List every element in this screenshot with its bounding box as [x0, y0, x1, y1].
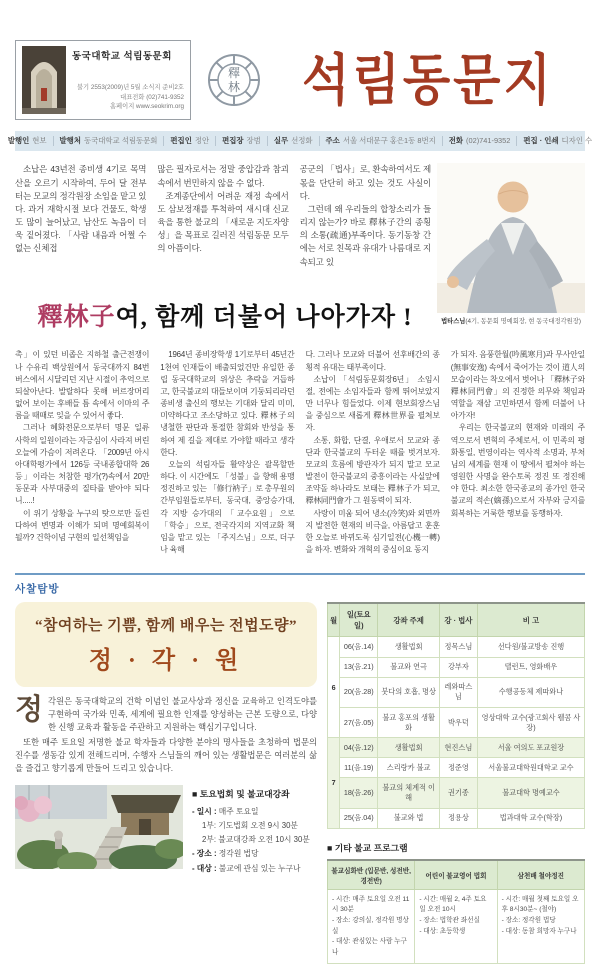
phone-line: 대표전화 (02)741-9352 [120, 93, 184, 101]
body-column-3 [306, 349, 440, 563]
masthead-item: 발행처 동국대학교 석림동문회 [53, 136, 164, 146]
headline-rest: 여, 함께 더불어 나아가자 ! [115, 304, 413, 332]
paragraph: 오늘의 석림자들 활약상은 괄목할만 하다. 이 시간에도 「성불」을 향해 용맹정진하고 있는 「修行衲子」로 총무원의 간부임원들로부터, 동국대, 중앙승가대, 각 지방 승가대의 「교수요원」으로 「학승」으로, 전국각지의 지역교화 책임을 맡고 있는 「주지스님」으로, 더구나 육해 [160, 459, 295, 555]
paragraph: 다. 그러나 모교와 더불어 선후배간의 종횡적 유대는 태부족이다. [305, 350, 440, 372]
column-header: 강 · 법사 [439, 603, 477, 637]
article-body [15, 349, 585, 563]
saturday-program-title: ■ 토요법회 및 불교대강좌 [192, 788, 290, 799]
paragraph: 소납은 43년전 종비생 4기로 목멱산을 오르기 시작하여, 두어 달 전부터는 모교의 정각원장 소임을 맡고 있다. 과거 재학시절 보다 건물도, 학생도 많이 늘어났고, 남산도 녹음이 더욱 짙어졌다. 「사람 내음과 어쩔 수 없는 신체접 [15, 164, 147, 254]
other-programs-table [327, 859, 585, 964]
lead-column-2 [157, 163, 288, 287]
temple-quote-box [15, 602, 317, 687]
table-row: 25(음.04) 불교와 법 정용상 법과대학 교수(학장) [328, 808, 585, 828]
month-cell: 6 [328, 637, 340, 738]
lecture-schedule [327, 602, 585, 964]
column-header: 비 고 [477, 603, 584, 637]
monk-portrait-image [437, 163, 585, 313]
lecture-schedule-table [327, 602, 585, 829]
lead-article-columns [15, 163, 431, 287]
table-row: 11(음.19) 스리랑카 불교 정준영 서울불교대학원대학교 교수 [328, 758, 585, 778]
paragraph: 소납이 「석림동문회장6년」 소임시절, 전에는 소임자들과 함께 뛰어보았지만 너무나 힘들었다. 이제 현보회장스님을 중심으로 새롭게 釋林世界를 펼쳐보자. [305, 374, 440, 433]
dropcap: 정 [15, 694, 44, 727]
program-line: - 대상 : 불교에 관심 있는 누구나 [192, 863, 301, 873]
photo-caption: 법타스님(4기, 동문회 명예회장, 현 동국대정각원장) [441, 318, 581, 326]
masthead-item: 주소 서울 서대문구 홍은1동 8번지 [319, 136, 442, 146]
lead-column-1 [15, 163, 146, 287]
table-row: - 시간: 매주 토요일 오전 11시 30분 - 장소: 강의실, 정각원 명상실 - 대상: 관심있는 사람 누구나 - 시간: 매월 2, 4주 토요일 오전 10시 - 장소: 법학관 좌선실 - 대상: 초등학생 - 시간: 매월 첫째 토요일 오후 8시30분~ (철야) - 장소: 정각원 법당 - 대상: 동참 희망자 누구나 [328, 889, 585, 963]
paragraph: 많은 필자로서는 정말 중압감과 참괴 속에서 번민하지 않을 수 없다. [157, 164, 289, 188]
column-header: 어린이 불교영어 법회 [415, 860, 497, 890]
paragraph: 조계종단에서 어려운 재정 속에서도 삼보정재를 투척하여 새시대 신교육을 통한 불교의 「새로운 지도자양성」을 목표로 길러진 석림동문 모두의 아픔이다. [157, 190, 289, 254]
month-cell: 7 [328, 738, 340, 829]
program-line: - 장소 : 정각원 법당 [192, 849, 259, 859]
monk-photo [437, 163, 585, 325]
lead-column-3 [300, 163, 431, 287]
paragraph: 또한 매주 토요일 저명한 불교 학자들과 다양한 분야의 명사들을 초청하여 법문의 진수를 생동감 있게 전해드리며, 수행자 스님들의 깨어 있는 생활법문은 여러분의 삶을 즐겁고 향기롭게 만들어 드리고 있습니다. [15, 736, 317, 773]
paragraph: 우리는 한국불교의 현재와 미래의 주역으로서 변혁의 주체로서, 이 민족의 평화통일, 번영이라는 역사적 소명과, 부처님의 세계를 현재 이 땅에서 펼쳐야 하는 영원한 사명을 완수토록 정진 또 정진해야 한다. 최소한 한국종교의 종가인 한국불교의 적손(嫡孫)으로서 자부와 긍지를 회복하는 거룩한 행보를 동행하자. [450, 423, 585, 518]
masthead-item: 편집장 장범 [215, 136, 267, 146]
masthead-item: 전화 (02)741-9352 [442, 136, 517, 146]
section-label-temple-visit: 사찰탐방 [15, 583, 60, 596]
article-headline [15, 297, 435, 333]
masthead-item: 편집 · 인쇄 디자인 수 [516, 136, 598, 146]
table-row: 6 06(음.14) 생활법회 정목스님 선다원/불교방송 진행 [328, 637, 585, 657]
svg-text:林: 林 [227, 80, 241, 94]
org-name: 동국대학교 석림동문회 [72, 51, 172, 62]
saturday-program-box [192, 785, 317, 877]
paragraph: 가 되자. 음풍한월(吟風寒月)과 무사안일(無事安逸) 속에서 죽어가는 것이 道人의 모습이라는 착오에서 벗어나 「釋林子와 釋林同門會」의 진정한 의무와 책임과 역할을 재삼 고민하면서 함께 더불어 나아가자! [450, 350, 585, 421]
svg-text:釋: 釋 [227, 66, 241, 80]
paragraph: 소통, 화합, 단결, 우애로서 모교와 종단과 한국불교의 두터운 때를 벗겨보자. 모교의 흐름에 방관자가 되지 말고 모교 발전이 한국불교의 중흥이라는 사실앞에 조약돌 하나라도 보태는 釋林子가 되고, 釋林同門會가 그 원동력이 되자. [305, 435, 440, 506]
column-header: 일(토요일) [340, 603, 378, 637]
column-header: 강좌 주제 [378, 603, 439, 637]
table-row: 27(음.05) 불교 홍포의 생활화 박우덕 영상대학 교수(광고회사 웰콤 사장) [328, 707, 585, 737]
section-divider [15, 573, 585, 575]
paragraph: 그런데 왜 우리들의 합창소리가 들리지 않는가? 바로 釋林子간의 종횡의 소통(疏通)부족이다. 동기동창 간에는 서로 친목과 유대가 나름대로 지속되고 있 [299, 203, 431, 267]
table-row: 20(음.28) 붓다의 호흡, 명상 레와따스님 수행공동체 제따와나 [328, 677, 585, 707]
table-row: 18(음.26) 불교의 체계적 이해 권기종 불교대학 명예교수 [328, 778, 585, 808]
paragraph: 공군의 「법사」로, 환속하여서도 제몫을 단단히 하고 있는 것도 사실이다. [299, 164, 431, 201]
paragraph: 촉」이 있던 비좁은 지하철 출근전쟁이나 수유리 백상원에서 동국대까지 84번 버스에서 시달리던 지난 시절이 추억으로 되살아난다. 발랄하다 못해 버르장머리 없어 보이는 후배들 틈 속에서 이마의 주름을 때때로 잊을 수 있어서 좋다. [15, 350, 150, 421]
temple-quote: “참여하는 기쁨, 함께 배우는 전법도량” [34, 618, 298, 635]
column-header: 월 [328, 603, 340, 637]
tower-photo [22, 46, 66, 114]
masthead-item: 편집인 정안 [163, 136, 215, 146]
paragraph: 1964년 종비장학생 1기로부터 45년간 1천여 인재들이 배출되었건만 유일한 종립 동국대학교의 위상은 추락을 거듭하고, 한국불교의 대들보이며 기둥되리라던 종비생 출신의 행보는 기대와 달리 미미, 미약하다고 조소당하고 있다. 釋林子의 냉철한 판단과 통절한 참회와 반성을 통하여 제 길을 제대로 가야할 때라고 생각한다. [160, 350, 295, 457]
body-column-4 [451, 349, 585, 563]
program-line: 1부: 기도법회 오전 9시 30분 [202, 820, 298, 830]
program-line: - 일시 : 매주 토요일 [192, 806, 259, 816]
masthead-item: 발행인 현보 [7, 136, 47, 145]
masthead-item: 실무 선정화 [267, 136, 319, 146]
newsletter-title: 석림동문지 [302, 49, 554, 111]
website-line: 홈페이지 www.seokrim.org [109, 103, 184, 111]
issue-info: 불기 2553(2009)년 5월 소식지 준비2호 [76, 83, 184, 91]
table-row: 13(음.21) 불교와 연극 강부자 탤런트, 영화배우 [328, 657, 585, 677]
column-header: 불교심화반 (입문반, 성전반, 경전반) [328, 860, 415, 890]
temple-name: 정 · 각 · 원 [88, 648, 244, 675]
temple-description [15, 695, 317, 774]
headline-hanja: 釋林子 [37, 304, 116, 332]
page-header [15, 38, 585, 122]
publisher-info-box [15, 40, 191, 120]
temple-garden-photo [15, 785, 183, 869]
paragraph: 이 위기 상황을 누구의 탓으로만 돌린다하여 변명과 이해가 되며 명예회복이 될까? 건학이념 구현의 일선책임을 [15, 508, 150, 542]
temple-feature [15, 602, 317, 964]
body-column-1 [15, 349, 149, 563]
lead-article [15, 163, 585, 333]
paragraph: 사랑이 미움 되어 냉소(冷笑)와 외면까지 발전한 현재의 비극을, 아름답고 훈훈한 오늘로 바뀌도록 심기일전(心機一轉)을 하자. 변화와 개혁의 중심이요 동지 [305, 508, 440, 555]
table-row: 7 04(음.12) 생활법회 현진스님 서울 여의도 포교원장 [328, 738, 585, 758]
other-programs-title: ■ 기타 불교 프로그램 [327, 842, 408, 853]
table-header-row [328, 860, 585, 890]
table-header-row [328, 603, 585, 637]
masthead-bar [7, 131, 593, 151]
paragraph: 그러나 혜화전문으로부터 명문 일류 사학의 일원이라는 자긍심이 사라져 버린 오늘에 가슴이 저려온다. 「2009년 아시아대학평가에서 126등 국내종합대학 26등」이라는 처참한 평가(?)속에서 20만 동문과 사부대중의 질타를 받아야 되다니.....! [15, 423, 150, 506]
newsletter-page [0, 38, 600, 964]
program-line: 2부: 불교대강좌 오전 10시 30분 [202, 835, 310, 845]
column-header: 삼천배 철야정진 [497, 860, 584, 890]
body-column-2 [160, 349, 294, 563]
dharma-wheel-emblem-icon [207, 53, 261, 107]
paragraph: 정각원은 동국대학교의 건학 이념인 불교사상과 정신을 교육하고 인격도야를 구현하여 국가와 민족, 세계에 필요한 인재를 양성하는 근본 도량으로, 다양한 신행 교육과 활동을 주관하고 지원하는 핵심기구입니다. [15, 694, 317, 733]
